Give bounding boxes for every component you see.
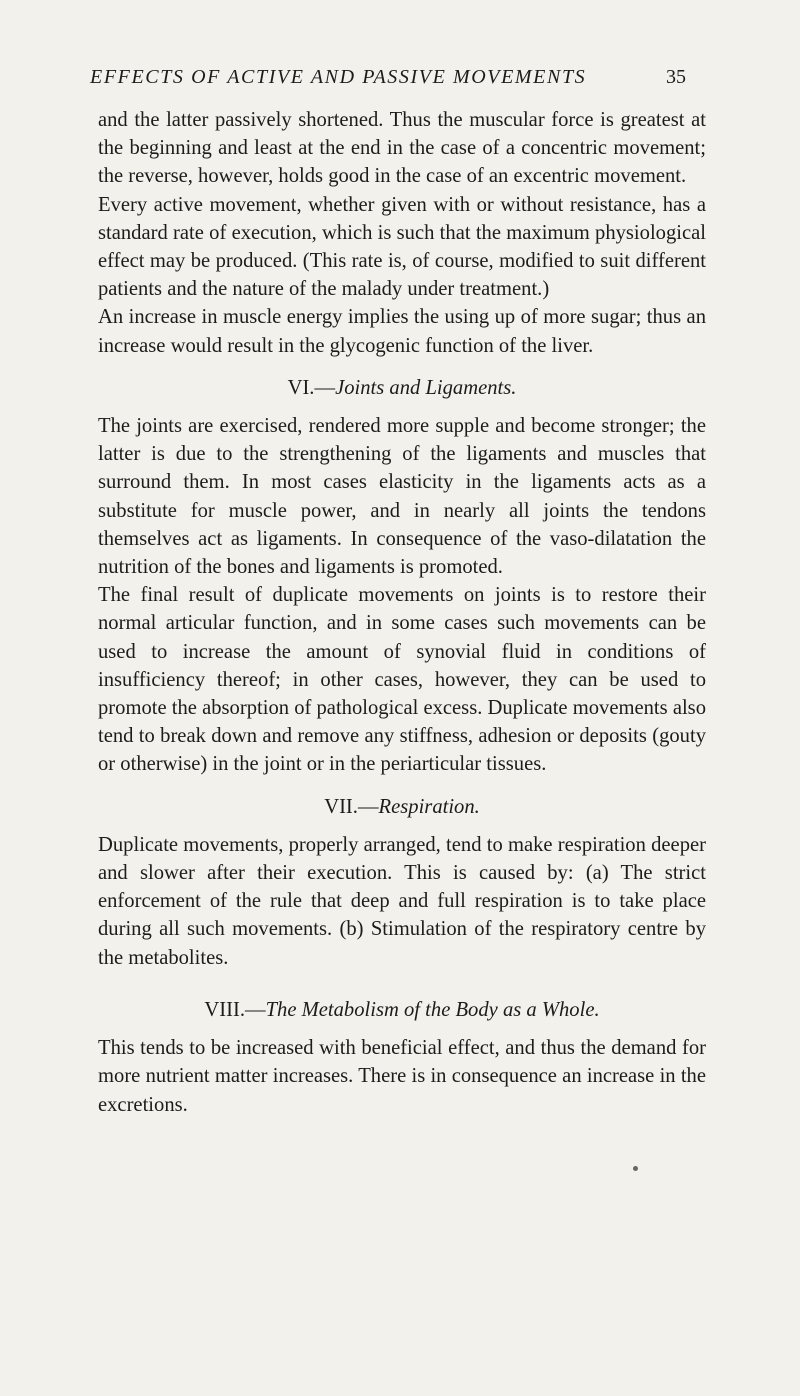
section-heading-viii bbox=[98, 996, 706, 1024]
body-text bbox=[98, 106, 706, 1119]
section-number: VII.— bbox=[324, 795, 379, 818]
section-number: VI.— bbox=[287, 376, 336, 399]
page-number: 35 bbox=[666, 66, 686, 88]
paragraph: An increase in muscle energy implies the using up of more sugar; thus an increase would result in the glycogenic function of the liver. bbox=[98, 306, 706, 357]
running-head: EFFECTS OF ACTIVE AND PASSIVE MOVEMENTS bbox=[90, 66, 587, 88]
section-title: The Metabolism of the Body as a Whole. bbox=[265, 998, 600, 1021]
ink-speck bbox=[633, 1166, 638, 1171]
section-number: VIII.— bbox=[204, 998, 266, 1021]
section-heading-vii bbox=[98, 793, 706, 821]
section-heading-vi bbox=[98, 374, 706, 402]
paragraph: The joints are exercised, rendered more supple and become stronger; the latter is due to the strengthening of the ligaments and muscles that surround them. In most cases elasticity in the ligaments acts as a substitute for muscle power, and in nearly all joints the tendons themselves act as ligaments. In consequence of the vaso-dilatation the nutrition of the bones and ligaments is promoted. bbox=[98, 415, 706, 579]
paragraph: and the latter passively shortened. Thus the muscular force is greatest at the beginning and least at the end in the case of a concentric movement; the reverse, however, holds good in the case of an excentric movement. bbox=[98, 109, 706, 188]
paragraph: This tends to be increased with beneficial effect, and thus the demand for more nutrient matter increases. There is in consequence an increase in the excretions. bbox=[98, 1037, 706, 1116]
section-title: Respiration. bbox=[378, 795, 480, 818]
paragraph: Every active movement, whether given with or without resistance, has a standard rate of execution, which is such that the maximum physiological effect may be produced. (This rate is, of course, modified to suit different patients and the nature of the malady under treatment.) bbox=[98, 193, 706, 301]
paragraph: Duplicate movements, properly arranged, tend to make respiration deeper and slower after their execution. This is caused by: (a) The strict enforcement of the rule that deep and full respiration is to take place during all such movements. (b) Stimulation of the respiratory centre by the metabolites. bbox=[98, 833, 706, 969]
section-title: Joints and Ligaments. bbox=[335, 376, 517, 399]
paragraph: The final result of duplicate movements on joints is to restore their normal articular function, and in some cases such movements can be used to increase the amount of synovial fluid in conditions of insufficiency thereof; in other cases, however, they can be used to promote the absorption of pathological excess. Duplicate movements also tend to break down and remove any stiffness, adhesion or deposits (gouty or otherwise) in the joint or in the periarticular tissues. bbox=[98, 584, 706, 776]
